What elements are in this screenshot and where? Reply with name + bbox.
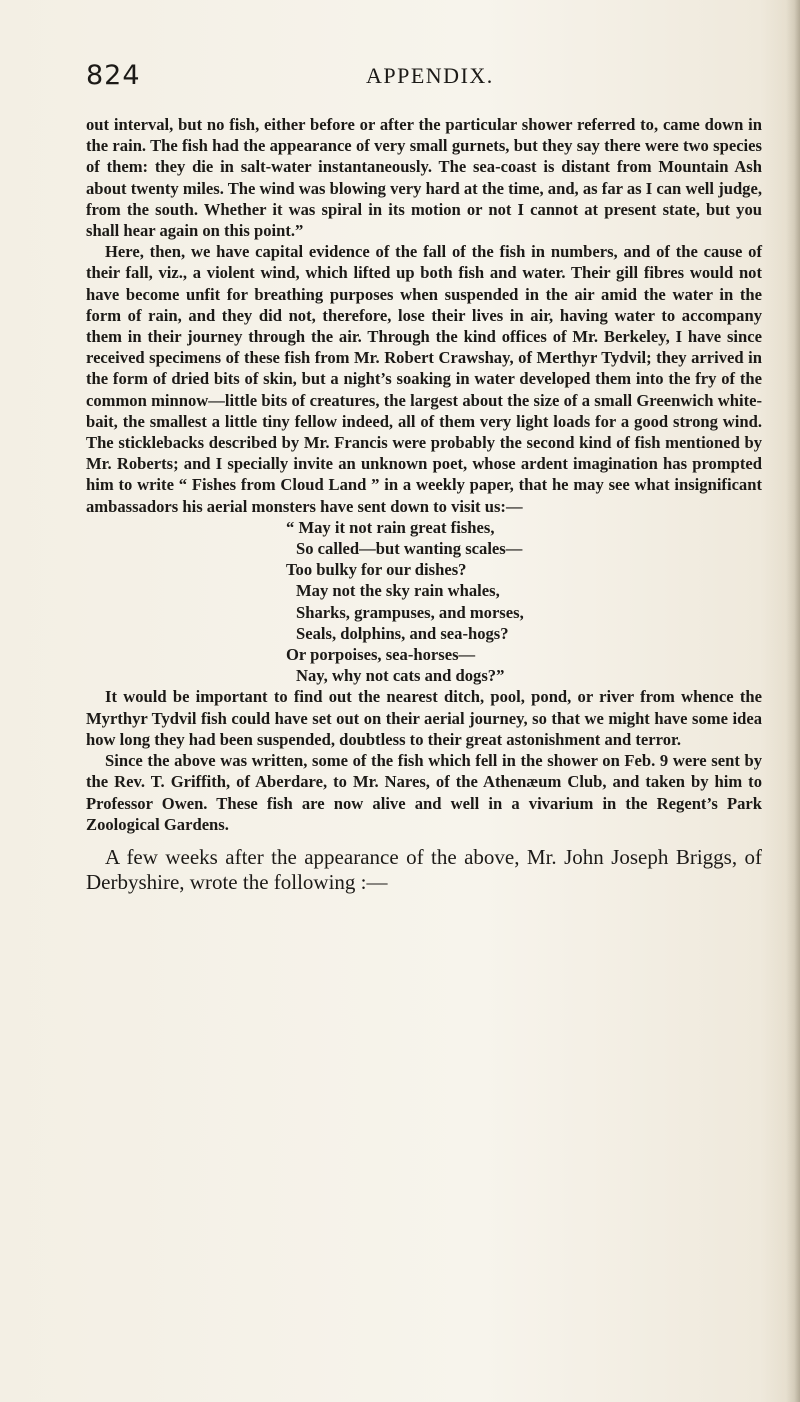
poem-line: Nay, why not cats and dogs?”: [296, 666, 505, 686]
paragraph-3: It would be important to find out the nearest ditch, pool, pond, or river from whence the Myrthyr Tydvil fish could have set out on their aerial journey, so that we might have some idea how long they had been suspended, doubtless to their great astonishment and terror.: [86, 687, 762, 749]
running-head: APPENDIX.: [366, 63, 494, 88]
body-text: [86, 114, 762, 895]
paragraph-4: Since the above was written, some of the fish which fell in the shower on Feb. 9 were sent by the Rev. T. Griffith, of Aberdare, to Mr. Nares, of the Athenæum Club, and taken by him to Professor Owen. These fish are now alive and well in a vivarium in the Regent’s Park Zoological Gardens.: [86, 751, 762, 834]
page-number: 824: [86, 60, 141, 91]
poem-line: Sharks, grampuses, and morses,: [296, 602, 524, 622]
poem-line: Seals, dolphins, and sea-hogs?: [296, 623, 509, 643]
page-header: [86, 60, 726, 100]
poem-line: “ May it not rain great fishes,: [286, 517, 495, 537]
page-edge-shadow: [786, 0, 800, 1402]
poem-line: So called—but wanting scales—: [296, 539, 523, 559]
paragraph-1: out interval, but no fish, either before or after the particular shower referred to, came down in the rain. The fish had the appearance of very small gurnets, but they say there were two species of them: they die in salt-water instantaneously. The sea-coast is distant from Mountain Ash about twenty miles. The wind was blowing very hard at the time, and, as far as I can well judge, from the south. Whether it was spiral in its motion or not I cannot at present state, but you shall hear again on this point.”: [86, 115, 762, 241]
poem: [86, 517, 762, 687]
paragraph-2: Here, then, we have capital evidence of the fall of the fish in numbers, and of the cause of their fall, viz., a violent wind, which lifted up both fish and water. Their gill fibres would not have become unfit for breathing purposes when suspended in the air amid the water in the form of rain, and they did not, therefore, lose their lives in air, having water to accompany them in their journey through the air. Through the kind offices of Mr. Berkeley, I have since received specimens of these fish from Mr. Robert Crawshay, of Merthyr Tydvil; they arrived in the form of dried bits of skin, but a night’s soaking in water developed them into the fry of the common minnow—little bits of creatures, the largest about the size of a small Greenwich white-bait, the smallest a little tiny fellow indeed, all of them very light loads for a good strong wind. The sticklebacks described by Mr. Francis were probably the second kind of fish mentioned by Mr. Roberts; and I specially invite an unknown poet, whose ardent imagination has prompted him to write “ Fishes from Cloud Land ” in a weekly paper, that he may see what insignificant ambassadors his aerial monsters have sent down to visit us:—: [86, 242, 762, 516]
poem-line: Or porpoises, sea-horses—: [286, 645, 476, 665]
poem-line: May not the sky rain whales,: [296, 581, 500, 601]
closing-paragraph: A few weeks after the appearance of the above, Mr. John Joseph Briggs, of Derbyshire, wrote the following :—: [86, 844, 762, 894]
poem-line: Too bulky for our dishes?: [286, 560, 467, 580]
